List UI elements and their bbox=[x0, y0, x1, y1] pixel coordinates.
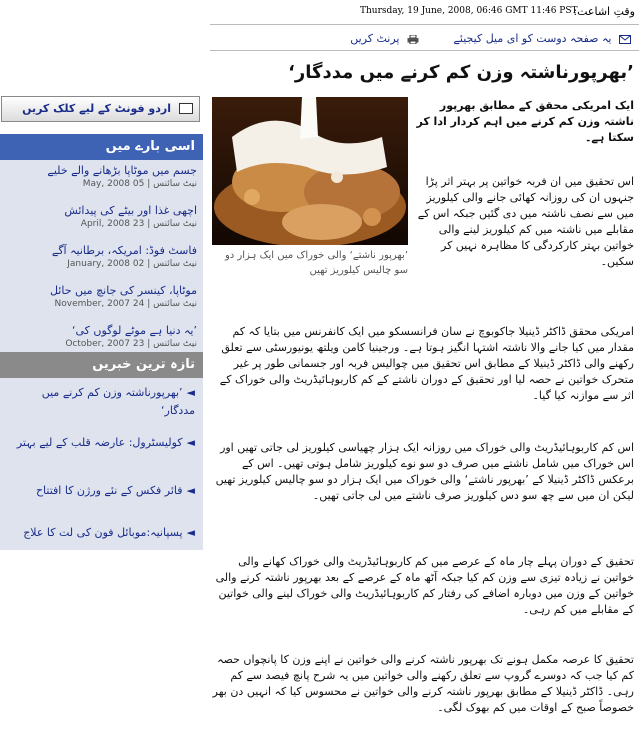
related-item-meta: نیٹ سائنس | 05 May, 2008 bbox=[82, 179, 197, 189]
latest-item-title[interactable]: فائر فکس کے نئے ورژن کا افتتاح bbox=[35, 484, 183, 497]
related-item-date: 02 January, 2008 bbox=[67, 259, 145, 269]
divider bbox=[210, 24, 639, 25]
related-heading bbox=[0, 134, 203, 160]
related-item-title[interactable]: فاسٹ فوڈ: امریکہ، برطانیہ آگے bbox=[51, 244, 197, 257]
related-item-section: نیٹ سائنس bbox=[153, 219, 197, 229]
publish-date: Thursday, 19 June, 2008, 06:46 GMT 11:46 PST bbox=[360, 6, 578, 16]
latest-heading-label: تازہ ترین خبریں bbox=[92, 357, 195, 372]
utility-links bbox=[210, 28, 635, 48]
latest-item[interactable] bbox=[5, 482, 195, 500]
related-item-meta: نیٹ سائنس | 23 April, 2008 bbox=[80, 219, 197, 229]
arrow-icon: ◄ bbox=[186, 484, 195, 497]
image-caption: ’بھرپور ناشتے‘ والی خوراک میں ایک ہزار دو سو چالیس کیلوریز تھیں bbox=[224, 250, 408, 276]
related-item-title[interactable]: موٹاپا، کینسر کی جانچ میں حائل bbox=[49, 284, 197, 297]
related-item[interactable] bbox=[1, 204, 197, 229]
top-bar bbox=[0, 0, 639, 24]
related-item[interactable] bbox=[1, 244, 197, 269]
arrow-icon: ◄ bbox=[186, 526, 195, 539]
related-item-meta: نیٹ سائنس | 02 January, 2008 bbox=[67, 259, 197, 269]
article-paragraph: امریکی محقق ڈاکٹر ڈینیلا جاکوبوچ نے سان فرانسسکو میں ایک کانفرنس میں بتایا کہ کم مقدار میں کیا جانے والا ناشتہ اشتہا انگیز ہوتا ہے۔ ورجینیا کامن ویلتھ یونیورسٹی سے تعلق رکھنے والی ڈاکٹر ڈینیلا کے مطابق اس تحقیق میں چوالیس فربہ اور جسمانی طور پر غیر متحرک خواتین نے حصہ لیا اور تحقیق کے دوران ناشتے کے کم کاربوہائیڈریٹ والی خوراک کے اثر سے موازنہ کیا گیا۔ bbox=[219, 325, 634, 402]
related-item-title[interactable]: جسم میں موٹاپا بڑھانے والے خلیے bbox=[47, 164, 197, 177]
related-item-date: 05 May, 2008 bbox=[82, 179, 145, 189]
email-link[interactable] bbox=[453, 32, 631, 45]
related-item-date: 23 October, 2007 bbox=[65, 339, 145, 349]
latest-heading bbox=[0, 352, 203, 378]
latest-item-title[interactable]: کولیسٹرول: عارضہ قلب کے لیے بہتر bbox=[16, 436, 183, 449]
latest-item[interactable] bbox=[5, 434, 195, 452]
article-intro: ایک امریکی محقق کے مطابق بھرپور ناشتہ وزن کم کرنے میں اہم کردار ادا کر سکتا ہے۔ bbox=[416, 99, 634, 144]
printer-icon bbox=[407, 35, 419, 44]
related-item-section: نیٹ سائنس bbox=[153, 299, 197, 309]
related-item-date: 23 April, 2008 bbox=[80, 219, 145, 229]
related-list bbox=[0, 160, 203, 370]
latest-list bbox=[0, 378, 203, 550]
article-paragraph: اس کم کاربوہائیڈریٹ والی خوراک میں روزانہ ایک ہزار چھیاسی کیلوریز لی جاتی تھیں اور اس خوراک میں شامل ناشتے میں صرف دو سو نوے کیلوریز شامل ہوتی تھیں۔ اس کے برعکس ڈاکٹر ڈینیلا کے ’بھرپور ناشتے‘ والی خوراک میں ایک ہزار دو سو چالیس کیلوریز تھیں لیکن ان میں سے چھ سو دس کیلوریز صرف ناشتے میں لی جاتی تھیں۔ bbox=[215, 441, 634, 502]
related-item-title[interactable]: اچھی غذا اور بیٹے کی پیدائش bbox=[64, 204, 197, 217]
latest-item-title[interactable]: ’بھرپورناشتہ وزن کم کرنے میں مددگار‘ bbox=[41, 386, 195, 417]
article-paragraph: تحقیق کا عرصہ مکمل ہونے تک بھرپور ناشتہ کرنے والی خواتین نے اپنے وزن کا پانچواں حصہ کم کیا جب کہ دوسرے گروپ سے تعلق رکھنے والی خواتین میں یہ شرح پانچ فیصد سے کم رہی۔ ڈاکٹر ڈینیلا کے مطابق بھرپور ناشتہ کرنے والی خواتین نے محسوس کیا کہ انہیں دن بھر خصوصاً صبح کے اوقات میں کم بھوک لگی۔ bbox=[212, 653, 634, 714]
related-item-meta: نیٹ سائنس | 24 November, 2007 bbox=[54, 299, 197, 309]
related-item-title[interactable]: ’یہ دنیا ہے موٹے لوگوں کی‘ bbox=[71, 324, 197, 337]
article-paragraph: تحقیق کے دوران پہلے چار ماہ کے عرصے میں کم کاربوہائیڈریٹ والی خوراک کھانے والی خواتین نے زیادہ تیزی سے وزن کم کیا جبکہ آٹھ ماہ کے عرصے کے بعد بھرپور ناشتہ کرنے والی خواتین کے وزن میں دوبارہ اضافے کی رفتار کم کاربوہائیڈریٹ والی خوراک لینے والی خواتین کے مقابلے میں کم رہی۔ bbox=[215, 555, 634, 616]
related-item-section: نیٹ سائنس bbox=[153, 179, 197, 189]
urdu-font-button[interactable] bbox=[1, 96, 200, 122]
email-link-label: یہ صفحہ دوست کو ای میل کیجیئے bbox=[453, 32, 612, 45]
urdu-font-button-label: اردو فونٹ کے لیے کلک کریں bbox=[22, 102, 171, 115]
print-link-label: پرنٹ کریں bbox=[350, 32, 400, 45]
arrow-icon: ◄ bbox=[186, 386, 195, 399]
related-item-meta: نیٹ سائنس | 23 October, 2007 bbox=[65, 339, 197, 349]
envelope-icon bbox=[619, 35, 631, 44]
related-item-date: 24 November, 2007 bbox=[54, 299, 145, 309]
related-item[interactable] bbox=[1, 164, 197, 189]
article-photo bbox=[212, 97, 408, 245]
latest-item-title[interactable]: پسپانیہ:موبائل فون کی لت کا علاج bbox=[23, 526, 183, 539]
related-item[interactable] bbox=[1, 284, 197, 309]
related-item[interactable] bbox=[1, 324, 197, 349]
article-headline: ’بھرپورناشتہ وزن کم کرنے میں مددگار‘ bbox=[288, 62, 634, 83]
print-link[interactable] bbox=[350, 32, 419, 45]
divider bbox=[210, 50, 639, 51]
related-item-section: نیٹ سائنس bbox=[153, 339, 197, 349]
latest-item[interactable] bbox=[5, 384, 195, 420]
cereal-milk-image bbox=[212, 97, 408, 245]
latest-item[interactable] bbox=[5, 524, 195, 542]
article-paragraph: اس تحقیق میں ان فربہ خواتین پر بہتر اثر پڑا جنہوں ان کی روزانہ کھائی جانے والی کیلوریز میں سے نصف ناشتہ میں دی گئیں جبکہ اس کے مقابلے میں ناشتہ میں کم کیلوریز لینے والی خواتین بہتر کارکردگی کا مظاہرہ نہیں کر سکیں۔ bbox=[417, 175, 634, 268]
window-icon bbox=[179, 103, 193, 114]
related-item-section: نیٹ سائنس bbox=[153, 259, 197, 269]
arrow-icon: ◄ bbox=[186, 436, 195, 449]
updated-label: وقتِ اشاعت: bbox=[573, 5, 635, 18]
related-heading-label: اسی بارے میں bbox=[105, 139, 195, 154]
